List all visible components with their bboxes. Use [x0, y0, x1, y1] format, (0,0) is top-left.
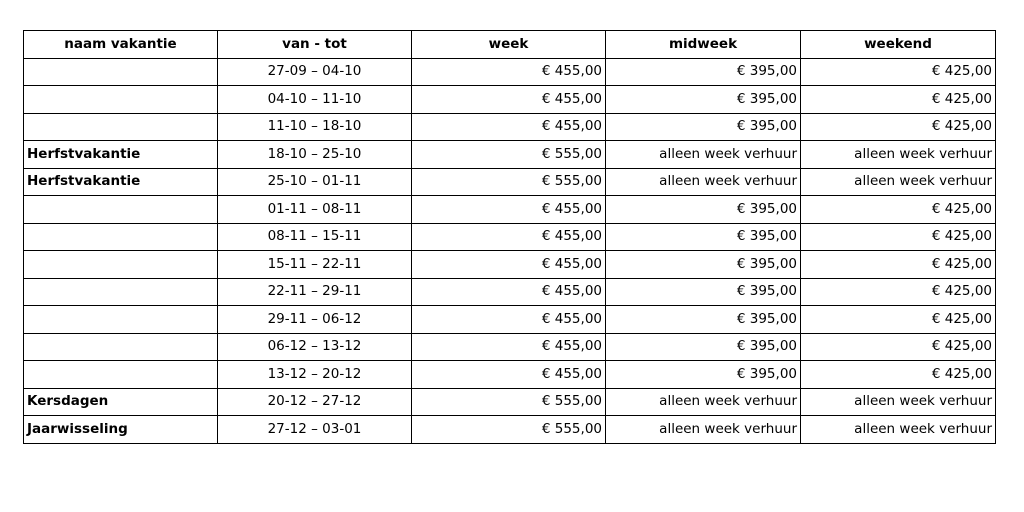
- cell-weekend-price: € 425,00: [801, 58, 996, 86]
- cell-midweek-price: € 395,00: [606, 196, 801, 224]
- cell-midweek-price: € 395,00: [606, 306, 801, 334]
- cell-date-range: 18-10 – 25-10: [218, 141, 412, 169]
- cell-midweek-price: € 395,00: [606, 278, 801, 306]
- cell-date-range: 01-11 – 08-11: [218, 196, 412, 224]
- table-row: [24, 113, 996, 141]
- table-body: [24, 58, 996, 443]
- cell-date-range: 27-12 – 03-01: [218, 416, 412, 444]
- price-table: [23, 30, 996, 444]
- cell-vacation-name: [24, 333, 218, 361]
- cell-date-range: 11-10 – 18-10: [218, 113, 412, 141]
- cell-midweek-price: alleen week verhuur: [606, 388, 801, 416]
- cell-week-price: € 455,00: [412, 196, 606, 224]
- table-row: [24, 361, 996, 389]
- cell-weekend-price: € 425,00: [801, 361, 996, 389]
- cell-weekend-price: € 425,00: [801, 86, 996, 114]
- cell-date-range: 27-09 – 04-10: [218, 58, 412, 86]
- cell-weekend-price: alleen week verhuur: [801, 168, 996, 196]
- cell-vacation-name: [24, 86, 218, 114]
- cell-week-price: € 455,00: [412, 361, 606, 389]
- cell-date-range: 22-11 – 29-11: [218, 278, 412, 306]
- table-row: [24, 196, 996, 224]
- cell-vacation-name: [24, 361, 218, 389]
- cell-midweek-price: alleen week verhuur: [606, 141, 801, 169]
- cell-date-range: 15-11 – 22-11: [218, 251, 412, 279]
- cell-week-price: € 455,00: [412, 333, 606, 361]
- cell-week-price: € 455,00: [412, 306, 606, 334]
- cell-midweek-price: € 395,00: [606, 251, 801, 279]
- table-row: [24, 278, 996, 306]
- cell-week-price: € 555,00: [412, 141, 606, 169]
- cell-weekend-price: € 425,00: [801, 278, 996, 306]
- header-row: [24, 31, 996, 59]
- cell-weekend-price: € 425,00: [801, 196, 996, 224]
- cell-date-range: 04-10 – 11-10: [218, 86, 412, 114]
- cell-midweek-price: € 395,00: [606, 361, 801, 389]
- cell-vacation-name: [24, 278, 218, 306]
- cell-midweek-price: € 395,00: [606, 113, 801, 141]
- cell-weekend-price: € 425,00: [801, 113, 996, 141]
- cell-date-range: 29-11 – 06-12: [218, 306, 412, 334]
- cell-vacation-name: [24, 196, 218, 224]
- cell-weekend-price: alleen week verhuur: [801, 141, 996, 169]
- table-row: [24, 306, 996, 334]
- cell-midweek-price: € 395,00: [606, 58, 801, 86]
- cell-vacation-name: Kersdagen: [24, 388, 218, 416]
- cell-midweek-price: alleen week verhuur: [606, 416, 801, 444]
- header-week: week: [412, 31, 606, 59]
- cell-week-price: € 455,00: [412, 86, 606, 114]
- cell-vacation-name: Herfstvakantie: [24, 141, 218, 169]
- table-row: [24, 333, 996, 361]
- table-row: [24, 416, 996, 444]
- table-row: [24, 58, 996, 86]
- cell-week-price: € 455,00: [412, 58, 606, 86]
- table-row: [24, 141, 996, 169]
- cell-weekend-price: € 425,00: [801, 223, 996, 251]
- cell-weekend-price: € 425,00: [801, 333, 996, 361]
- header-van-tot: van - tot: [218, 31, 412, 59]
- header-weekend: weekend: [801, 31, 996, 59]
- cell-week-price: € 555,00: [412, 416, 606, 444]
- cell-date-range: 20-12 – 27-12: [218, 388, 412, 416]
- cell-week-price: € 455,00: [412, 113, 606, 141]
- table-row: [24, 388, 996, 416]
- cell-weekend-price: alleen week verhuur: [801, 416, 996, 444]
- cell-week-price: € 455,00: [412, 278, 606, 306]
- cell-weekend-price: alleen week verhuur: [801, 388, 996, 416]
- cell-vacation-name: Jaarwisseling: [24, 416, 218, 444]
- cell-midweek-price: € 395,00: [606, 86, 801, 114]
- cell-weekend-price: € 425,00: [801, 306, 996, 334]
- table-row: [24, 251, 996, 279]
- cell-vacation-name: [24, 306, 218, 334]
- cell-date-range: 06-12 – 13-12: [218, 333, 412, 361]
- cell-weekend-price: € 425,00: [801, 251, 996, 279]
- cell-vacation-name: Herfstvakantie: [24, 168, 218, 196]
- cell-vacation-name: [24, 58, 218, 86]
- header-midweek: midweek: [606, 31, 801, 59]
- cell-date-range: 08-11 – 15-11: [218, 223, 412, 251]
- table-row: [24, 223, 996, 251]
- cell-week-price: € 555,00: [412, 388, 606, 416]
- cell-week-price: € 555,00: [412, 168, 606, 196]
- header-naam-vakantie: naam vakantie: [24, 31, 218, 59]
- cell-vacation-name: [24, 251, 218, 279]
- cell-vacation-name: [24, 223, 218, 251]
- cell-week-price: € 455,00: [412, 223, 606, 251]
- table-row: [24, 168, 996, 196]
- cell-vacation-name: [24, 113, 218, 141]
- cell-week-price: € 455,00: [412, 251, 606, 279]
- cell-midweek-price: € 395,00: [606, 223, 801, 251]
- table-row: [24, 86, 996, 114]
- cell-midweek-price: alleen week verhuur: [606, 168, 801, 196]
- cell-date-range: 25-10 – 01-11: [218, 168, 412, 196]
- cell-midweek-price: € 395,00: [606, 333, 801, 361]
- cell-date-range: 13-12 – 20-12: [218, 361, 412, 389]
